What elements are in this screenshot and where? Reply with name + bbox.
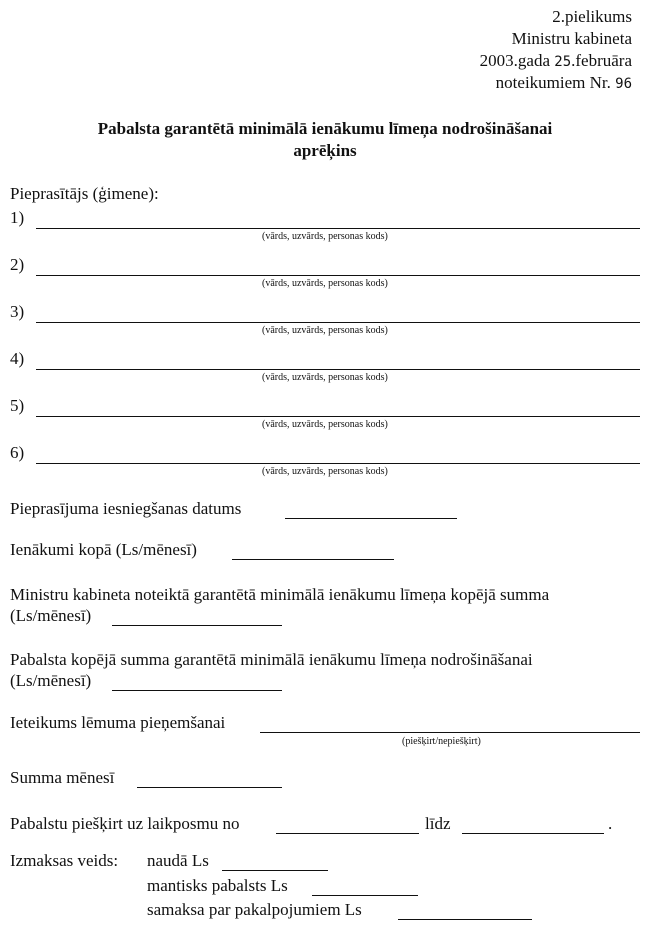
regulation-number-line: [496, 72, 632, 95]
document-title: [0, 118, 650, 162]
applicant-caption: (vārds, uzvārds, personas kods): [262, 372, 388, 383]
authority-label: Ministru kabineta: [511, 29, 632, 48]
income-total-line[interactable]: [232, 559, 394, 560]
period-from-label: Pabalstu piešķirt uz laikposmu no: [10, 814, 240, 833]
appendix-label: 2.pielikums: [552, 7, 632, 26]
applicant-row-number: 3): [10, 302, 25, 321]
applicant-name-line-6[interactable]: [36, 463, 640, 464]
cabinet-sum-line[interactable]: [112, 625, 282, 626]
cabinet-sum-unit: (Ls/mēnesī): [10, 606, 92, 625]
monthly-sum-line[interactable]: [137, 787, 282, 788]
title-line-1: Pabalsta garantētā minimālā ienākumu līmeņa nodrošināšanai: [97, 119, 553, 138]
applicant-label: Pieprasītājs (ģimene):: [10, 184, 159, 203]
monthly-sum-label: Summa mēnesī: [10, 768, 115, 787]
regulation-number: 96: [615, 76, 632, 92]
period-to-line[interactable]: [462, 833, 604, 834]
payment-cash-label: naudā Ls: [147, 851, 209, 870]
applicant-row-number: 6): [10, 443, 25, 462]
period-to-label: līdz: [425, 814, 451, 833]
applicant-row-number: 1): [10, 208, 25, 227]
payment-material-label: mantisks pabalsts Ls: [147, 876, 288, 895]
applicant-name-line-1[interactable]: [36, 228, 640, 229]
applicant-name-line-4[interactable]: [36, 369, 640, 370]
period-end-dot: .: [608, 814, 613, 833]
applicant-name-line-3[interactable]: [36, 322, 640, 323]
applicant-row-number: 2): [10, 255, 25, 274]
applicant-row-number: 4): [10, 349, 25, 368]
applicant-name-line-2[interactable]: [36, 275, 640, 276]
applicant-caption: (vārds, uzvārds, personas kods): [262, 419, 388, 430]
payment-services-line[interactable]: [398, 919, 532, 920]
benefit-sum-line[interactable]: [112, 690, 282, 691]
applicant-caption: (vārds, uzvārds, personas kods): [262, 466, 388, 477]
regulation-date: [480, 50, 632, 73]
payment-services-label: samaksa par pakalpojumiem Ls: [147, 900, 362, 919]
applicant-caption: (vārds, uzvārds, personas kods): [262, 325, 388, 336]
applicant-caption: (vārds, uzvārds, personas kods): [262, 231, 388, 242]
period-from-line[interactable]: [276, 833, 419, 834]
proposal-caption: (piešķirt/nepiešķirt): [402, 736, 481, 747]
applicant-row-number: 5): [10, 396, 25, 415]
benefit-sum-label: Pabalsta kopējā summa garantētā minimālā ienākumu līmeņa nodrošināšanai: [10, 650, 533, 669]
applicant-name-line-5[interactable]: [36, 416, 640, 417]
date-day: 25: [554, 54, 572, 70]
title-line-2: aprēķins: [293, 141, 357, 160]
income-total-label: Ienākumi kopā (Ls/mēnesī): [10, 540, 197, 559]
proposal-line[interactable]: [260, 732, 640, 733]
date-prefix: 2003.gada: [479, 51, 551, 70]
proposal-label: Ieteikums lēmuma pieņemšanai: [10, 713, 226, 732]
cabinet-sum-label: Ministru kabineta noteiktā garantētā minimālā ienākumu līmeņa kopējā summa: [10, 585, 550, 604]
benefit-sum-unit: (Ls/mēnesī): [10, 671, 92, 690]
applicant-caption: (vārds, uzvārds, personas kods): [262, 278, 388, 289]
date-month: .februāra: [571, 51, 632, 70]
submission-date-line[interactable]: [285, 518, 457, 519]
payment-cash-line[interactable]: [222, 870, 328, 871]
regulation-label: noteikumiem Nr.: [495, 73, 611, 92]
payment-type-label: Izmaksas veids:: [10, 851, 119, 870]
payment-material-line[interactable]: [312, 895, 418, 896]
submission-date-label: Pieprasījuma iesniegšanas datums: [10, 499, 242, 518]
